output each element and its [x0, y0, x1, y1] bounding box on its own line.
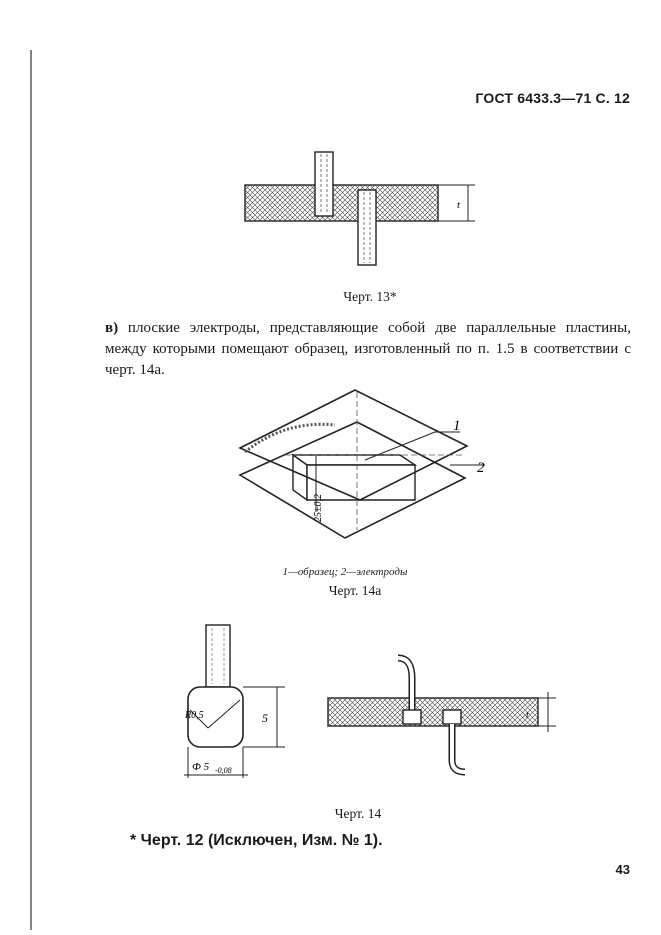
fig14a-callout-2: 2 [477, 460, 485, 476]
fig14-dim-diameter: Ф 5 [192, 761, 210, 773]
fig13-dim-t: t [457, 199, 461, 211]
paragraph-text: плоские электроды, представляющие собой две параллельные пластины, между которыми помещают образец, изготовленный по п. 1.5 в соответствии с черт. 14а. [105, 320, 631, 378]
page-number: 43 [615, 862, 630, 877]
margin-line [0, 0, 40, 935]
paragraph-lead: в) [105, 320, 119, 336]
body-paragraph [105, 318, 631, 381]
fig14a-callout-1: 1 [453, 418, 461, 434]
figure-13-drawing [200, 140, 500, 280]
figure-14-rod-drawing [170, 620, 320, 790]
fig14-dim-tolerance: -0,08 [215, 766, 232, 775]
page-header: ГОСТ 6433.3—71 С. 12 [475, 90, 630, 106]
figure-14-caption: Черт. 14 [334, 806, 382, 821]
figure-14-assembly-drawing [320, 650, 560, 780]
fig14-dim-t: t [526, 710, 529, 721]
figure-14a-drawing [225, 380, 515, 550]
figure-13-caption: Черт. 13* [343, 289, 397, 304]
fig14-dim-height: 5 [262, 711, 268, 725]
fig14a-dim-height: 25±0,2 [313, 494, 324, 522]
footnote: * Черт. 12 (Исключен, Изм. № 1). [130, 832, 383, 849]
figure-14a-caption: Черт. 14а [328, 583, 382, 598]
figure-14a-legend: 1—образец; 2—электроды [282, 566, 408, 578]
fig14-dim-r: R0,5 [185, 710, 204, 721]
